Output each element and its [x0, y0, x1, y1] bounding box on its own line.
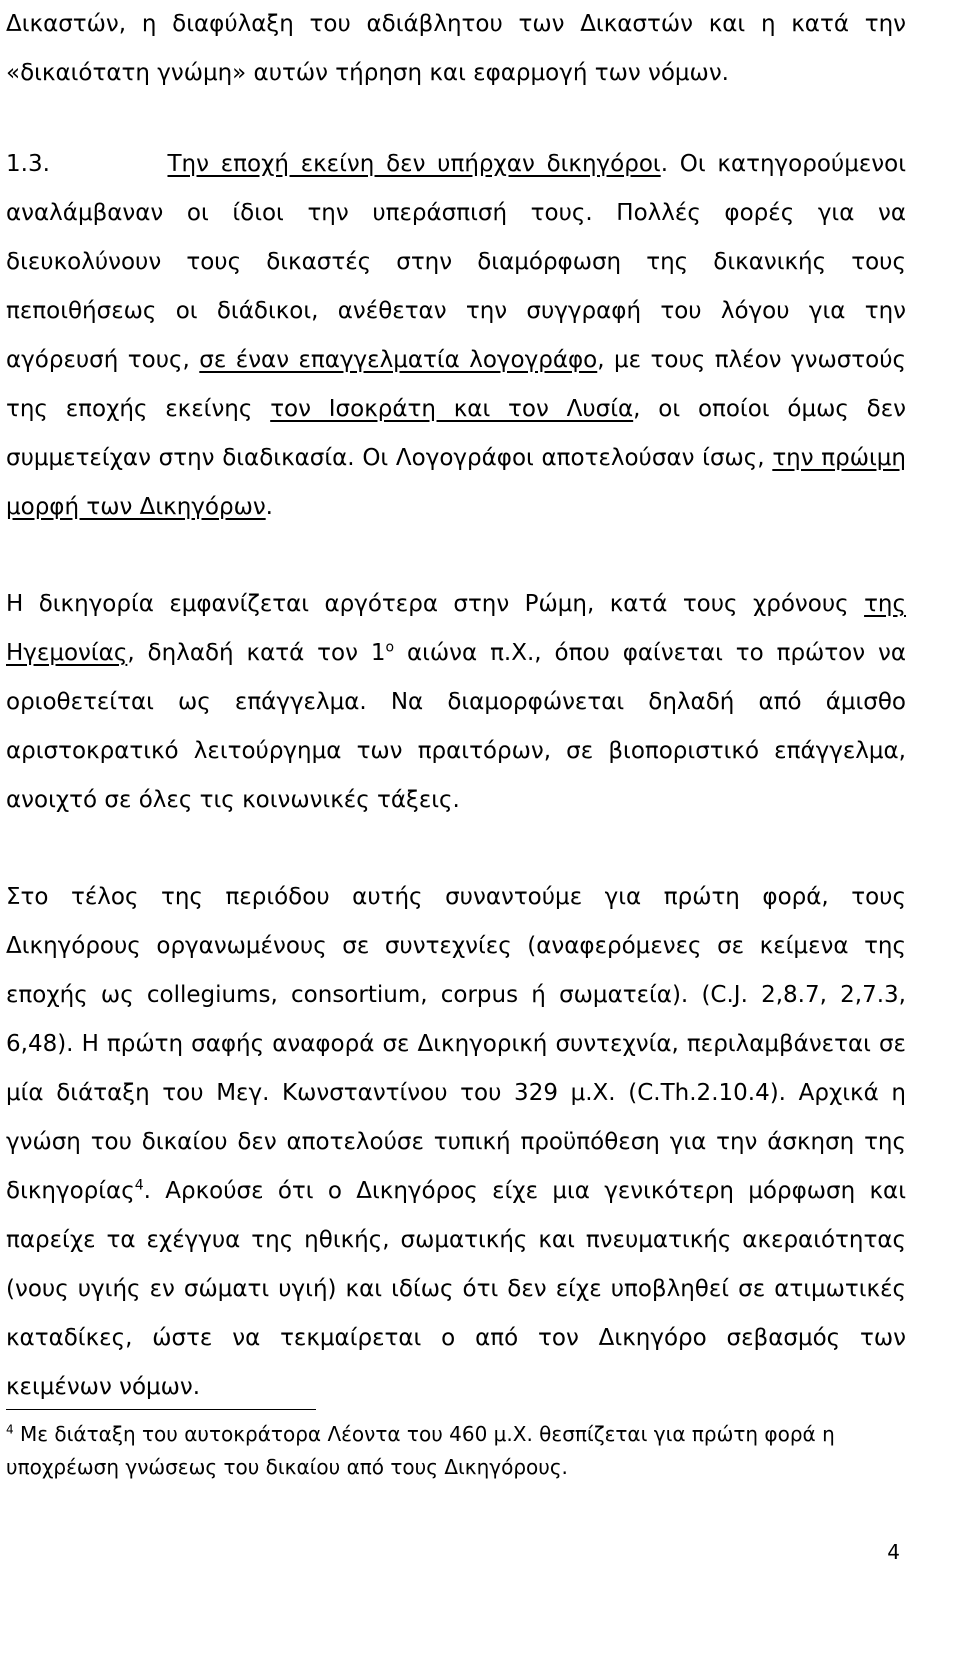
spacer — [6, 98, 906, 140]
spacer — [6, 532, 906, 580]
footnote — [6, 1418, 906, 1484]
paragraph-2-text: , με τους πλέον γνωστούς της εποχής εκείνης — [6, 347, 907, 422]
paragraph-2-text: , οι οποίοι όμως δεν συμμετείχαν στην διαδικασία. Οι Λογογράφοι αποτελούσαν ίσως, — [6, 396, 906, 471]
paragraph-4 — [6, 873, 906, 1412]
superscript: ο — [385, 639, 395, 656]
section-number: 1.3. — [6, 151, 50, 177]
paragraph-3 — [6, 580, 906, 825]
paragraph-1 — [6, 0, 906, 98]
spacer — [6, 825, 906, 873]
document-page — [6, 0, 906, 1412]
paragraph-2 — [6, 140, 906, 532]
paragraph-3-text: Η δικηγορία εμφανίζεται αργότερα στην Ρώμη, κατά τους χρόνους — [6, 591, 865, 617]
footnote-reference[interactable]: 4 — [134, 1177, 144, 1194]
footnote-separator — [6, 1409, 316, 1410]
underlined-phrase: τον Ισοκράτη και τον Λυσία — [270, 396, 634, 422]
underlined-phrase: την πρώιμη μορφή των Δικηγόρων — [6, 445, 906, 520]
paragraph-4-text: Στο τέλος της περιόδου αυτής συναντούμε για πρώτη φορά, τους Δικηγόρους οργανωμένους σε συντεχνίες (αναφερόμενες σε κείμενα της εποχής ως collegiums, consortium, corpus ή σωματεία). (C.J. 2,8.7, 2,7.3, 6,48). Η πρώτη σαφής αναφορά σε Δικηγορική συντεχνία, περιλαμβάνεται σε μία διάταξη του Μεγ. Κωνσταντίνου του 329 μ.Χ. (C.Th.2.10.4). Αρχικά η γνώση του δικαίου δεν αποτελούσε τυπική προϋπόθεση για την άσκηση της δικηγορίας — [6, 884, 906, 1204]
underlined-phrase: σε έναν επαγγελματία λογογράφο — [199, 347, 598, 373]
underlined-phrase: Την εποχή εκείνη δεν υπήρχαν δικηγόροι — [167, 151, 661, 177]
paragraph-3-text: , δηλαδή κατά τον 1 — [127, 640, 386, 666]
paragraph-2-text: . Οι κατηγορούμενοι αναλάμβαναν οι ίδιοι την υπεράσπισή τους. Πολλές φορές για να διευκολύνουν τους δικαστές στην διαμόρφωση της δικανικής τους πεποιθήσεως οι διάδικοι, ανέθεταν την συγγραφή του λόγου για την αγόρευσή τους, — [6, 151, 906, 373]
underlined-phrase: της Ηγεμονίας — [6, 591, 906, 666]
footnote-text: Με διάταξη του αυτοκράτορα Λέοντα του 460 μ.Χ. θεσπίζεται για πρώτη φορά η υποχρέωση γνώσεως του δικαίου από τους Δικηγόρους. — [6, 1422, 835, 1479]
footnote-mark: 4 — [6, 1422, 14, 1437]
paragraph-2-text: . — [265, 494, 273, 520]
paragraph-4-text: . Αρκούσε ότι ο Δικηγόρος είχε μια γενικότερη μόρφωση και παρείχε τα εχέγγυα της ηθικής, σωματικής και πνευματικής ακεραιότητας (νους υγιής εν σώματι υγιή) και ιδίως ότι δεν είχε υποβληθεί σε ατιμωτικές καταδίκες, ώστε να τεκμαίρεται ο από τον Δικηγόρο σεβασμός των κειμένων νόμων. — [6, 1178, 906, 1400]
paragraph-1-text: Δικαστών, η διαφύλαξη του αδιάβλητου των Δικαστών και η κατά την «δικαιότατη γνώμη» αυτών τήρηση και εφαρμογή των νόμων. — [6, 11, 906, 86]
paragraph-3-text: αιώνα π.Χ., όπου φαίνεται το πρώτον να οριοθετείται ως επάγγελμα. Να διαμορφώνεται δηλαδή από άμισθο αριστοκρατικό λειτούργημα των πραιτόρων, σε βιοποριστικό επάγγελμα, ανοιχτό σε όλες τις κοινωνικές τάξεις. — [6, 640, 906, 813]
page-number: 4 — [887, 1540, 900, 1564]
